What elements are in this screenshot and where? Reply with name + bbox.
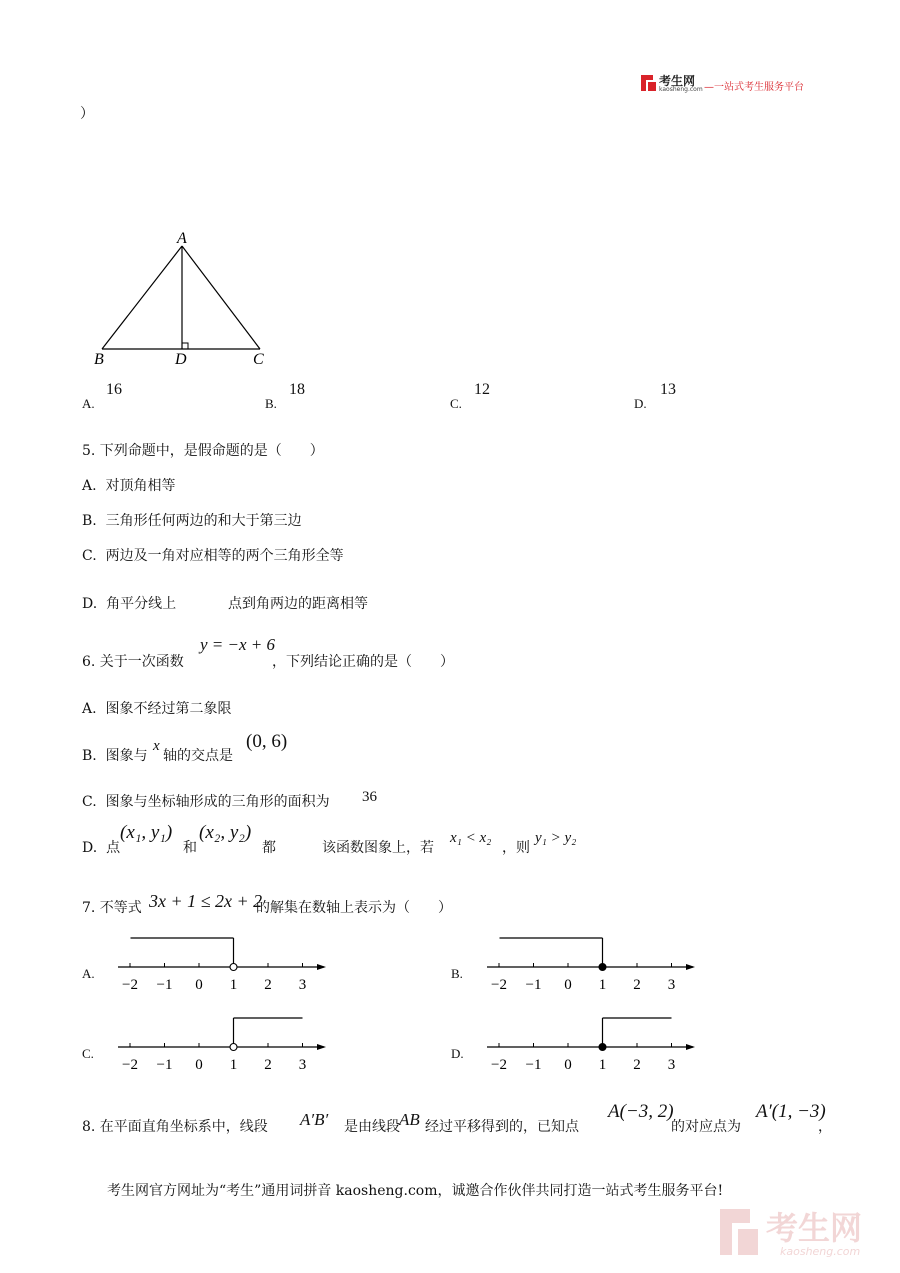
- q6-option-b: B. 图象与: [82, 748, 148, 764]
- q4-option-b-value: 18: [289, 381, 305, 398]
- q6-stem-prefix: 6. 关于一次函数: [82, 654, 184, 670]
- continuation-paren: ）: [80, 106, 94, 122]
- tick-label: 1: [229, 977, 238, 993]
- arrow-head-icon: [686, 964, 695, 970]
- q4-option-d-letter: D.: [634, 396, 647, 411]
- q6-option-d-cond: x₁ < x₂: [450, 830, 492, 846]
- tick-label: −2: [491, 1057, 507, 1073]
- tick-label: −1: [156, 977, 173, 993]
- tick-label: 2: [633, 1057, 641, 1073]
- q4-option-c-value: 12: [474, 381, 490, 398]
- q4-option-a-value: 16: [106, 381, 122, 398]
- tick-label: −1: [525, 977, 542, 993]
- number-line-svg: [485, 934, 705, 994]
- arrow-head-icon: [317, 1044, 326, 1050]
- kaosheng-logo-icon: [640, 74, 658, 92]
- q8-point-a: A(−3, 2): [608, 1101, 674, 1122]
- tick-label: −2: [122, 1057, 138, 1073]
- q8-mid2: 经过平移得到的，已知点: [425, 1119, 579, 1135]
- q5-option-d: D. 角平分线上: [82, 596, 177, 612]
- q6-option-a: A. 图象不经过第二象限: [82, 701, 232, 717]
- watermark-logo-icon: [718, 1207, 762, 1257]
- triangle-figure: [90, 228, 290, 373]
- q7-formula: 3x + 1 ≤ 2x + 2: [149, 891, 263, 911]
- q8-seg1: A′B′: [300, 1110, 329, 1129]
- number-line-svg: [116, 1014, 336, 1074]
- tick-label: −2: [122, 977, 138, 993]
- tick-label: 0: [564, 977, 572, 993]
- q5-stem: 5. 下列命题中，是假命题的是（ ）: [82, 443, 324, 459]
- tick-label: −1: [525, 1057, 542, 1073]
- watermark-text: 考生网: [766, 1209, 863, 1247]
- tick-label: 2: [264, 1057, 272, 1073]
- tick-label: 1: [598, 1057, 607, 1073]
- q7-numberline-a: [116, 934, 336, 994]
- q6-option-d-pt1: (x₁, y₁): [120, 822, 173, 843]
- arrow-head-icon: [317, 964, 326, 970]
- tick-label: 1: [229, 1057, 238, 1073]
- q7-option-b-letter: B.: [451, 966, 463, 981]
- q6-option-b-mid: 轴的交点是: [163, 748, 233, 764]
- footer-note: 考生网官方网址为“考生”通用词拼音 kaosheng.com，诚邀合作伙伴共同打造一站式考生服务平台!: [107, 1183, 724, 1199]
- q6-option-d-res: y₁ > y₂: [535, 830, 577, 846]
- filled-dot-icon: [599, 964, 606, 971]
- q6-option-d-and: 和: [183, 840, 197, 856]
- q6-option-c-value: 36: [362, 789, 377, 805]
- tick-label: 2: [264, 977, 272, 993]
- q8-mid3: 的对应点为: [671, 1119, 741, 1135]
- number-line-svg: [485, 1014, 705, 1074]
- q6-formula: y = −x + 6: [200, 635, 276, 654]
- q4-option-c-letter: C.: [450, 396, 462, 411]
- q7-option-d-letter: D.: [451, 1046, 464, 1061]
- q7-stem-suffix: 的解集在数轴上表示为（ ）: [256, 900, 452, 916]
- tick-label: 3: [298, 1057, 307, 1073]
- q4-option-a-letter: A.: [82, 396, 95, 411]
- vertex-label-C: C: [253, 351, 264, 368]
- open-dot-icon: [230, 1044, 237, 1051]
- header-slogan: —一站式考生服务平台: [704, 82, 804, 93]
- q8-point-a-prime: A′(1, −3): [756, 1101, 826, 1122]
- q6-stem-suffix: ，下列结论正确的是（ ）: [272, 654, 454, 670]
- vertex-label-B: B: [94, 351, 104, 368]
- filled-dot-icon: [599, 1044, 606, 1051]
- q6-option-b-point: (0, 6): [246, 731, 288, 752]
- q7-option-c-letter: C.: [82, 1046, 94, 1061]
- logo-sub: kaosheng.com: [659, 86, 703, 93]
- q8-seg2: AB: [399, 1110, 420, 1129]
- tick-label: 3: [667, 1057, 676, 1073]
- tick-label: 3: [298, 977, 307, 993]
- q6-option-c: C. 图象与坐标轴形成的三角形的面积为: [82, 794, 330, 810]
- q6-option-d-mid: 该函数图象上，若: [322, 840, 434, 856]
- q6-option-d-dou: 都: [262, 840, 276, 856]
- q6-option-d-letter: D. 点: [82, 840, 121, 856]
- tick-label: 1: [598, 977, 607, 993]
- vertex-label-D: D: [175, 351, 187, 368]
- q7-numberline-d: [485, 1014, 705, 1074]
- q7-stem-prefix: 7. 不等式: [82, 900, 142, 916]
- tick-label: −1: [156, 1057, 173, 1073]
- tick-label: −2: [491, 977, 507, 993]
- arrow-head-icon: [686, 1044, 695, 1050]
- tick-label: 0: [195, 977, 203, 993]
- q8-end: ，: [818, 1119, 832, 1135]
- q5-option-b: B. 三角形任何两边的和大于第三边: [82, 513, 302, 529]
- open-dot-icon: [230, 964, 237, 971]
- header-logo: [640, 72, 810, 96]
- q7-numberline-c: [116, 1014, 336, 1074]
- watermark-sub: kaosheng.com: [780, 1245, 861, 1258]
- q5-option-a: A. 对顶角相等: [82, 478, 176, 494]
- q6-option-d-then: ，则: [502, 840, 530, 856]
- logo-text: 考生网: [659, 74, 696, 88]
- q8-mid1: 是由线段: [344, 1119, 400, 1135]
- q8-prefix: 8. 在平面直角坐标系中，线段: [82, 1119, 268, 1135]
- tick-label: 2: [633, 977, 641, 993]
- q6-option-b-var: x: [153, 738, 160, 754]
- number-line-svg: [116, 934, 336, 994]
- q4-option-d-value: 13: [660, 381, 676, 398]
- q7-option-a-letter: A.: [82, 966, 95, 981]
- q5-option-d-cont: 点到角两边的距离相等: [228, 596, 368, 612]
- tick-label: 0: [195, 1057, 203, 1073]
- q7-numberline-b: [485, 934, 705, 994]
- vertex-label-A: A: [177, 230, 187, 247]
- watermark: [718, 1203, 888, 1265]
- tick-label: 0: [564, 1057, 572, 1073]
- q5-option-c: C. 两边及一角对应相等的两个三角形全等: [82, 548, 344, 564]
- q6-option-d-pt2: (x₂, y₂): [199, 822, 252, 843]
- q4-option-b-letter: B.: [265, 396, 277, 411]
- tick-label: 3: [667, 977, 676, 993]
